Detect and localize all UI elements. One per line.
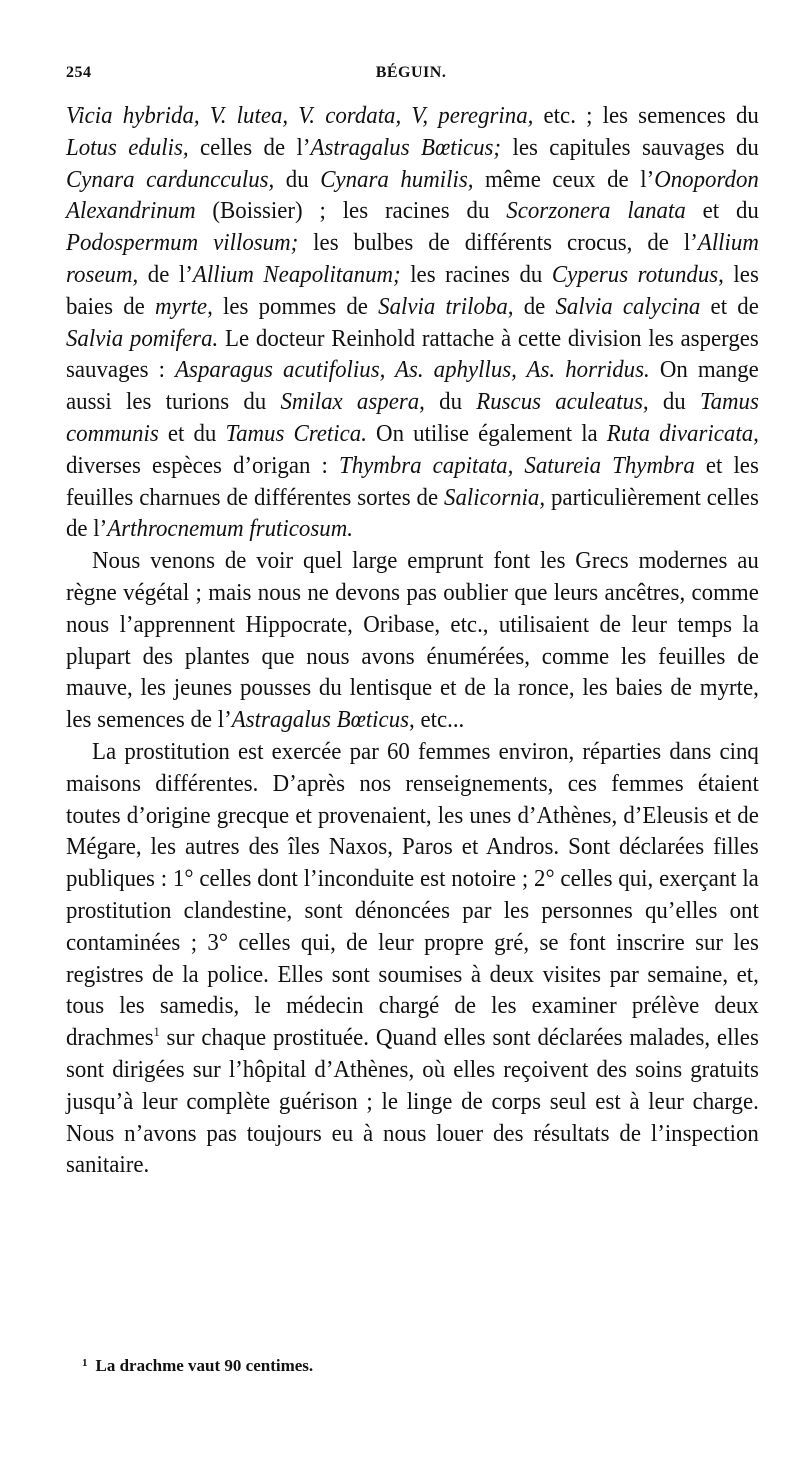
species-name: Lotus edulis,: [66, 133, 189, 161]
text-run: les racines du: [400, 260, 552, 288]
species-name: Scorzonera lanata: [506, 197, 686, 225]
body-text: [66, 100, 759, 1181]
species-name: Tamus Cretica.: [225, 419, 367, 447]
text-run: et les feuilles charnues de différentes sortes de: [66, 451, 759, 511]
paragraph-ancestors: [66, 545, 759, 736]
text-run: de l’: [138, 260, 193, 288]
text-run: du: [648, 388, 700, 416]
text-run: du: [274, 165, 321, 193]
species-name: Smilax aspera,: [280, 388, 425, 416]
text-run: et de: [700, 292, 759, 320]
text-run: les pommes de: [212, 292, 379, 320]
species-name: Vicia hybrida, V. lutea, V. cordata, V, peregrina,: [66, 102, 534, 129]
text-run: du: [424, 388, 477, 416]
page-number: 254: [66, 64, 92, 81]
text-run: les bulbes de différents crocus, de l’: [298, 229, 698, 257]
species-name: Cynara humilis,: [320, 165, 474, 193]
text-run: Le docteur Reinhold rattache à cette division les asperges sauvages :: [66, 324, 759, 384]
species-name: Salvia pomifera.: [66, 324, 219, 352]
species-name: Salvia triloba,: [378, 292, 514, 320]
text-run: particulièrement celles de l’: [66, 483, 759, 543]
species-name: Tamus communis: [66, 388, 759, 447]
species-name: Onopordon Alexandrinum: [66, 165, 759, 225]
species-name: Podospermum villosum;: [66, 229, 299, 257]
species-name: Cynara carduncculus,: [66, 165, 275, 193]
footnote-marker: 1: [82, 1357, 88, 1369]
text-run: On mange aussi les turions du: [66, 356, 759, 416]
text-run: les baies de: [66, 260, 759, 320]
text-run: On utilise également la: [366, 419, 607, 447]
text-run: Nous venons de voir quel large emprunt font les Grecs modernes au règne végétal ; mais nous ne devons pas oublier que leurs ancêtres, comme nous l’apprennent Hippocrate, Oribase, etc., utilisaient de leur temps la plupart des plantes que nous avons énumérées, comme les feuilles de mauve, les jeunes pousses du lentisque et de la ronce, les baies de myrte, les semences de l’: [66, 547, 759, 734]
text-run: La prostitution est exercée par 60 femmes environ, réparties dans cinq maisons différentes. D’après nos renseignements, ces femmes étaient toutes d’origine grecque et provenaient, les unes d’Athènes, d’Eleusis et de Mégare, les autres des îles Naxos, Paros et Andros. Sont déclarées filles publiques : 1° celles dont l’inconduite est notoire ; 2° celles qui, exerçant la prostitution clandestine, sont dénoncées par les personnes qu’elles ont contaminées ; 3° celles qui, de leur propre gré, se font inscrire sur les registres de la police. Elles sont soumises à deux visites par semaine, et, tous les samedis, le médecin chargé de les examiner prélève deux drachmes: [66, 737, 759, 1052]
text-run: de: [513, 292, 556, 320]
species-name: Allium roseum,: [66, 229, 759, 288]
species-name: myrte,: [155, 292, 213, 320]
species-name: Astragalus Bœticus;: [310, 133, 502, 161]
species-name: Thymbra capitata, Satureia Thymbra: [338, 451, 695, 479]
text-run: et du: [685, 197, 759, 225]
footnote: [82, 1352, 762, 1377]
species-name: Allium Neapolitanum;: [192, 260, 401, 288]
text-run: celles de l’: [188, 133, 311, 161]
text-run: sur chaque prostituée. Quand elles sont déclarées malades, elles sont dirigées sur l’hôpital d’Athènes, où elles reçoivent des soins gratuits jusqu’à leur complète guérison ; le linge de corps seul est à leur charge. Nous n’avons pas toujours eu à nous louer des résultats de l’inspection sanitaire.: [66, 1024, 759, 1179]
text-run: même ceux de l’: [473, 165, 655, 193]
text-run: diverses espèces d’origan :: [66, 451, 339, 479]
species-name: Ruta divaricata,: [606, 419, 759, 447]
text-run: (Boissier) ; les racines du: [195, 197, 507, 225]
species-name: Asparagus acutifolius, As. aphyllus, As. horridus.: [175, 356, 650, 384]
species-name: Salvia calycina: [555, 292, 701, 320]
text-run: les capitules sauvages du: [501, 133, 759, 161]
running-head: [66, 64, 756, 86]
species-name: Cyperus rotundus,: [551, 260, 724, 288]
running-title: BÉGUIN.: [375, 64, 447, 81]
species-name: Arthrocnemum fruticosum.: [107, 515, 353, 543]
text-run: etc...: [414, 706, 465, 734]
text-run: etc. ; les semences du: [533, 102, 759, 129]
species-name: Astragalus Bœticus,: [231, 706, 415, 734]
footnote-reference: 1: [153, 1024, 160, 1040]
text-run: et du: [158, 419, 226, 447]
species-name: Ruscus aculeatus,: [476, 388, 649, 416]
species-name: Salicornia,: [444, 483, 546, 511]
paragraph-prostitution: [66, 736, 759, 1181]
footnote-text: La drachme vaut 90 centimes.: [95, 1356, 314, 1375]
paragraph-plant-list: [66, 100, 759, 545]
